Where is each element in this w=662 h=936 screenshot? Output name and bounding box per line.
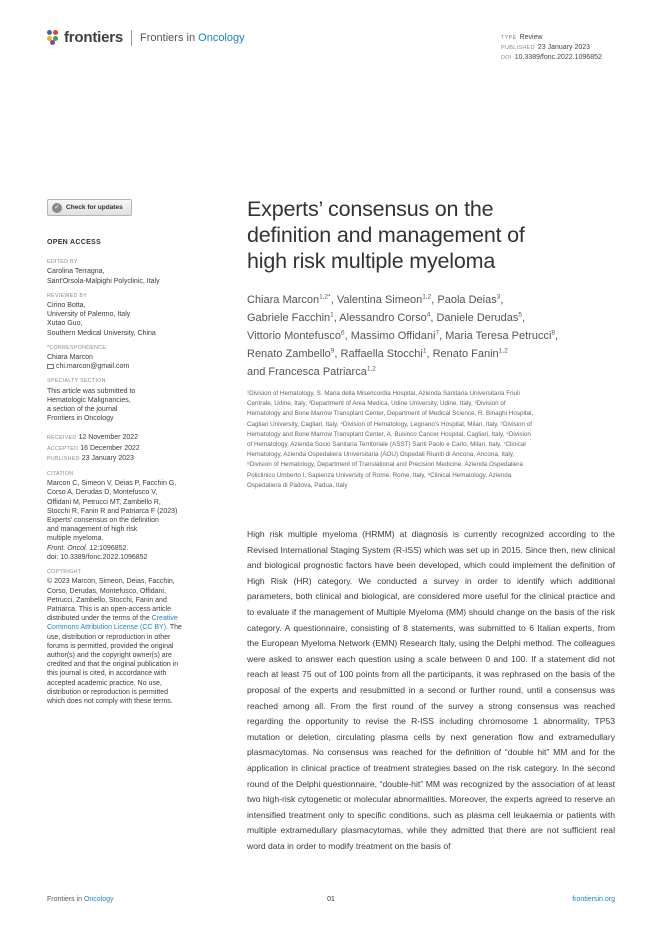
copyright-section: COPYRIGHT © 2023 Marcon, Simeon, Deias, Facchin, Corso, Derudas, Montefusco, Offidani, Petrucci, Zambello, Stocchi, Fanin and Patriarca. This is an open-access article distributed under the terms of the Creative Commons Attribution License (CC BY). The use, distribution or reproduction in other forums is permitted, provided the original author(s) and the copyright owner(s) are credited and that the original publication in this journal is cited, in accordance with accepted academic practice. No use, distribution or reproduction is permitted which does not comply with these terms. <box>47 569 182 705</box>
affiliation-marker: 8 <box>551 329 556 337</box>
affiliations <box>247 389 617 491</box>
reviewed-by-section: REVIEWED BY Cirino Botta, University of Palermo, Italy Xutao Guo, Southern Medical University, China <box>47 292 156 337</box>
author-name[interactable]: , <box>555 330 559 342</box>
affiliation-marker: 1,2 <box>366 365 376 373</box>
page-footer <box>47 896 615 908</box>
abstract-text: High risk multiple myeloma (HRMM) at diagnosis is currently recognized according to the Revised International Staging System (R-ISS) which was set up in 2015. Since then, new clinical and biological prognostic factors have been developed, which could implement the definition of High Risk (HR) category. We conducted a survey in order to identify which additional parameters, both clinical and biological, are considered more useful for the clinical practice and to evaluate if the management of Multiple Myeloma (MM) should change on the basis of the risk category. A questionnaire, consisting of 8 statements, was submitted to 6 Italian experts, from the European Myeloma Network (EMN) Research Italy, using the Delphi method. The colleagues were asked to answer each question using a scale between 0 and 100. If a statement did not reach at least 75 out of 100 points from all the participants, it was rephrased on the basis of the proposal of the experts and resubmitted in a second or further round, until a consensus was reached among all. From the first round of the survey a strong consensus was reached regarding the opportunity to revise the R-ISS including chromosome 1 abnormality, TP53 mutation or deletion, circulating plasma cells by next generation flow and extramedullary plasmacytomas. No consensus was reached for the definition of “double hit” MM and for the application in clinical practice of treatment strategies based on the risk category. In the second round of the Delphi questionnaire, “double-hit” MM was recognized by the association of at least two high-risk cytogenetic or molecular abnormalities. Moreover, the experts agreed to reserve an intensified treatment only to specific conditions, such as plasma cell leukaemia or patients with multiple extramedullary plasmacytomas, while they admitted that there are not sufficient real word data in order to modify treatment on the basis of <box>247 529 615 851</box>
brand-name: frontiers <box>64 29 124 46</box>
frontiers-logo[interactable] <box>47 29 245 46</box>
correspondence-section: *CORRESPONDENCE Chiara Marcon chi.marcon@gmail.com <box>47 344 207 372</box>
article-doi[interactable]: DOI 10.3389/fonc.2022.1096852 <box>501 54 602 61</box>
author-name[interactable]: , Alessandro Corso <box>333 312 427 324</box>
affiliation-marker: 1 <box>330 311 334 319</box>
article-title: Experts’ consensus on the definition and management of high risk multiple myeloma <box>247 197 525 273</box>
affiliation-marker: 6 <box>340 329 345 337</box>
article-head <box>247 196 617 491</box>
affiliation-marker: 9 <box>330 347 335 355</box>
refresh-icon: ✓ <box>52 203 62 213</box>
author-line <box>247 363 617 381</box>
affiliation-marker: 1,2 <box>422 293 432 301</box>
dates-section: RECEIVED 12 November 2022 ACCEPTED 16 December 2022 PUBLISHED 23 January 2023 <box>47 434 140 462</box>
affiliation-line: ¹Division of Hematology, S. Maria della Misericordia Hospital, Azienda Sanitaria Universitaria Friuli <box>247 390 520 397</box>
author-name[interactable]: , Massimo Offidani <box>344 330 436 342</box>
author-line <box>247 309 617 327</box>
affiliation-line: Hematology and Bone Marrow Transplant Center, Department of Medical Science, R. Binaghi Hospital, <box>247 410 534 418</box>
affiliation-marker: 5 <box>518 311 523 319</box>
correspondence-email[interactable]: chi.marcon@gmail.com <box>47 362 207 371</box>
citation-section: CITATION Marcon C, Simeon V, Deias P, Facchin G, Corso A, Derudas D, Montefusco V, Offidani M, Petrucci MT, Zambello R, Stocchi R, Fanin R and Patriarca F (2023) Experts' consensus on the definition and management of high risk multiple myeloma. Front. Oncol. 12:1096852. doi: 10.3389/fonc.2022.1096852 <box>47 470 207 562</box>
citation-doi[interactable]: doi: 10.3389/fonc.2022.1096852 <box>47 553 148 561</box>
affiliation-marker: 1 <box>422 347 427 355</box>
article-meta <box>501 33 617 63</box>
author-line <box>247 327 617 345</box>
affiliation-line: Hematology, Azienda Ospedaliera Universitaria (AOU) Ospedali Riuniti di Ancona, Ancona, Italy, <box>247 451 515 459</box>
author-name[interactable]: , Paola Deias <box>431 294 497 306</box>
author-name[interactable]: and Francesca Patriarca <box>247 366 367 378</box>
article-published: PUBLISHED 23 January 2023 <box>501 44 591 51</box>
edited-by-section: EDITED BY Carolina Terragna, Sant'Orsola-Malpighi Polyclinic, Italy <box>47 259 160 285</box>
affiliation-marker: 1,2* <box>319 293 331 301</box>
page-header <box>47 28 617 68</box>
affiliation-line: Centrale, Udine, Italy, ²Department of Area Medica, Udine University, Udine, Italy, ³Division of <box>247 400 506 408</box>
affiliation-marker: 1,2 <box>498 347 508 355</box>
author-name[interactable]: , Valentina Simeon <box>330 294 423 306</box>
author-line <box>247 345 617 363</box>
check-for-updates-button[interactable]: ✓ Check for updates <box>47 199 132 216</box>
article-sidebar <box>47 238 207 710</box>
author-name[interactable]: , Daniele Derudas <box>430 312 519 324</box>
affiliation-marker: 3 <box>496 293 501 301</box>
cc-by-link-cont[interactable]: Commons Attribution License (CC BY). <box>47 624 168 632</box>
affiliation-line: Policlinico Umberto I, Sapienza University of Rome, Rome, Italy, ⁹Clinical Hematology, Azienda <box>247 471 512 479</box>
cc-by-link[interactable]: Creative <box>151 615 178 623</box>
author-name[interactable]: Vittorio Montefusco <box>247 330 341 342</box>
journal-name[interactable]: Frontiers in Oncology <box>140 31 245 44</box>
author-list <box>247 291 617 381</box>
author-name[interactable]: , Renato Fanin <box>426 348 499 360</box>
article-type: TYPE Review <box>501 34 543 41</box>
author-name[interactable]: , Raffaella Stocchi <box>334 348 423 360</box>
specialty-section: SPECIALTY SECTION This article was submitted to Hematologic Malignancies, a section of the journal Frontiers in Oncology <box>47 378 136 423</box>
footer-journal[interactable]: Frontiers in Oncology <box>47 896 114 903</box>
page-number: 01 <box>327 896 335 903</box>
affiliation-line: Ospedaliera di Padova, Padua, Italy <box>247 481 348 489</box>
footer-site-link[interactable]: frontiersin.org <box>572 896 615 903</box>
affiliation-line: of Hematology, Azienda Socio Sanitaria Territoriale (ASST) Santi Paolo e Carlo, Milan, Italy, ⁷Clinical <box>247 441 526 449</box>
author-name[interactable]: Gabriele Facchin <box>247 312 331 324</box>
mail-icon <box>47 364 54 369</box>
author-name[interactable]: , Maria Teresa Petrucci <box>439 330 552 342</box>
affiliation-line: Hematology and Bone Marrow Transplant Center, A. Businco Cancer Hospital, Cagliari, Italy, ⁶Division <box>247 430 531 438</box>
frontiers-logo-icon <box>47 30 60 45</box>
affiliation-line: ⁸Division of Hematology, Department of Translational and Precision Medicine, Azienda Ospedaliera <box>247 461 523 469</box>
author-name[interactable]: , <box>500 294 504 306</box>
header-divider <box>131 30 132 46</box>
author-line <box>247 291 617 309</box>
affiliation-marker: 4 <box>426 311 431 319</box>
author-name[interactable]: Renato Zambello <box>247 348 331 360</box>
affiliation-line: Cagliari University, Cagliari, Italy, ⁴Division of Hematology, Legnano’s Hospital, Milan, Italy, ⁵Division of <box>247 420 533 428</box>
author-name[interactable]: , <box>522 312 526 324</box>
affiliation-marker: 7 <box>435 329 440 337</box>
open-access-label: OPEN ACCESS <box>47 239 101 246</box>
author-name[interactable]: Chiara Marcon <box>247 294 320 306</box>
